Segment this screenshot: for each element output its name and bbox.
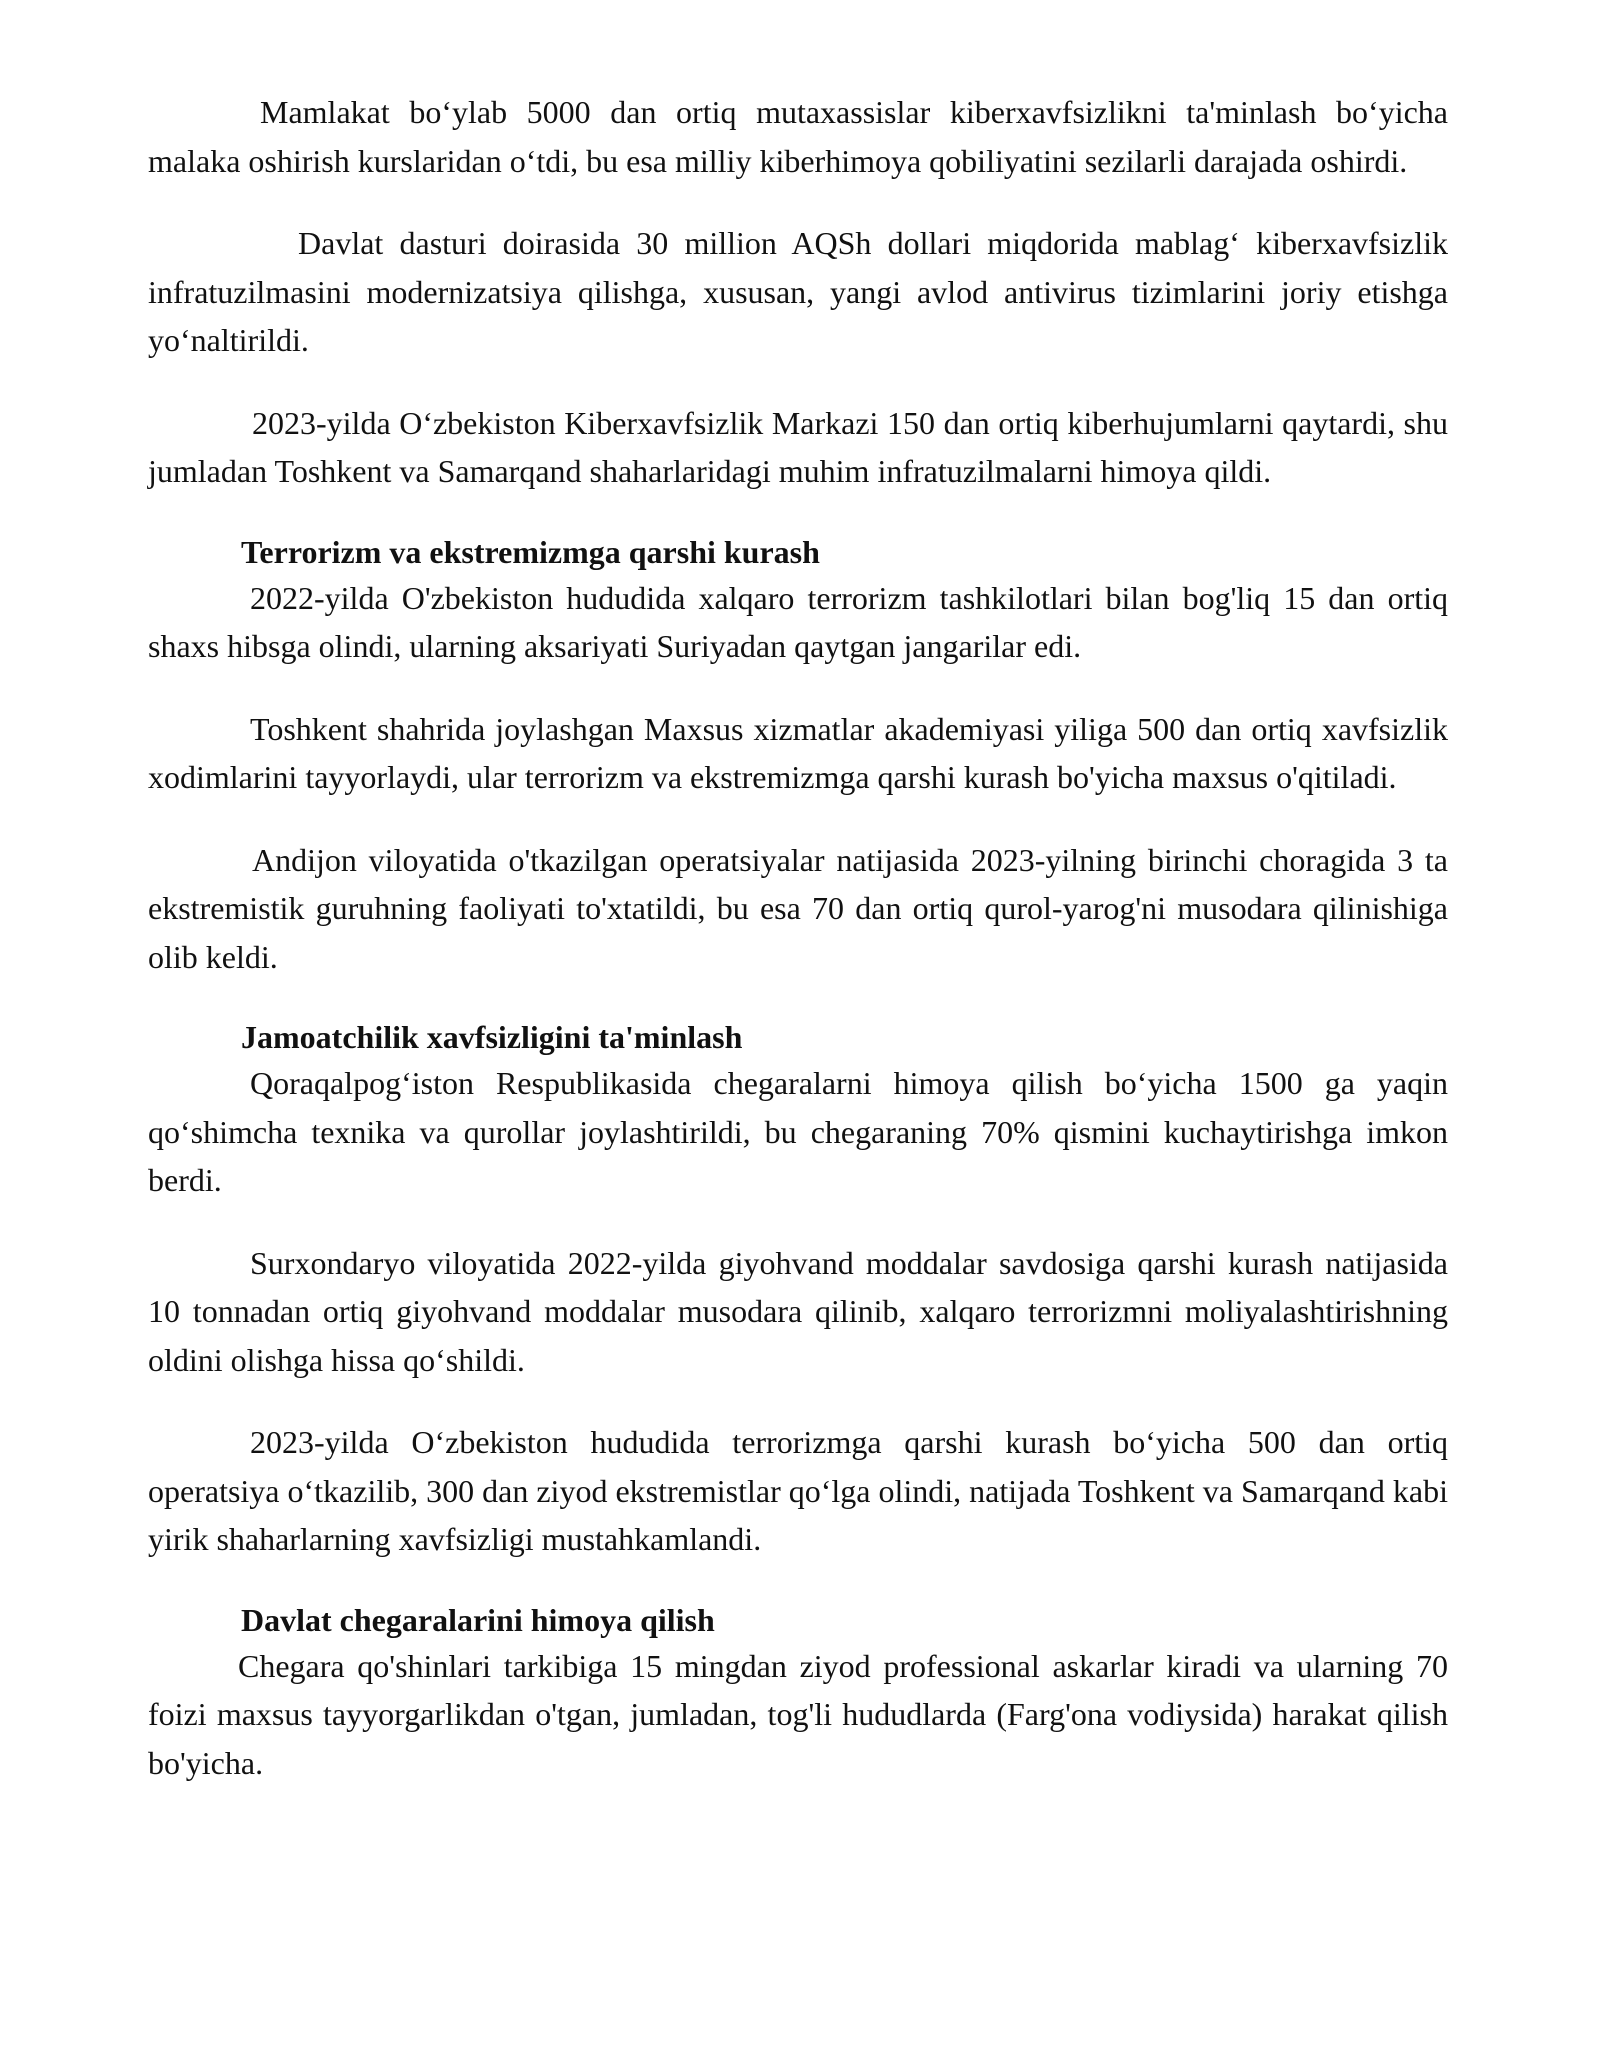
paragraph: Mamlakat bo‘ylab 5000 dan ortiq mutaxassislar kiberxavfsizlikni ta'minlash bo‘yicha malaka oshirish kurslaridan o‘tdi, bu esa milliy kiberhimoya qobiliyatini sezilarli darajada oshirdi. [148, 94, 1448, 179]
paragraph: Davlat dasturi doirasida 30 million AQSh dollari miqdorida mablag‘ kiberxavfsizlik infratuzilmasini modernizatsiya qilishga, xususan, yangi avlod antivirus tizimlarini joriy etishga yo‘naltirildi. [148, 225, 1448, 358]
paragraph: Toshkent shahrida joylashgan Maxsus xizmatlar akademiyasi yiliga 500 dan ortiq xavfsizlik xodimlarini tayyorlaydi, ular terrorizm va ekstremizmga qarshi kurash bo'yicha maxsus o'qitiladi. [148, 710, 1448, 795]
paragraph: Andijon viloyatida o'tkazilgan operatsiyalar natijasida 2023-yilning birinchi choragida 3 ta ekstremistik guruhning faoliyati to'xtatildi, bu esa 70 dan ortiq qurol-yarog'ni musodara qilinishiga olib keldi. [148, 841, 1448, 975]
section-public-safety [148, 1015, 1448, 1564]
paragraph: 2023-yilda O‘zbekiston Kiberxavfsizlik Markazi 150 dan ortiq kiberhujumlarni qaytardi, shu jumladan Toshkent va Samarqand shaharlaridagi muhim infratuzilmalarni himoya qildi. [148, 404, 1448, 489]
document-page [148, 88, 1448, 1821]
section-heading: Davlat chegaralarini himoya qilish [241, 1601, 715, 1638]
paragraph: 2022-yilda O'zbekiston hududida xalqaro terrorizm tashkilotlari bilan bog'liq 15 dan ortiq shaxs hibsga olindi, ularning aksariyati Suriyadan qaytgan jangarilar edi. [148, 579, 1448, 664]
section-heading: Jamoatchilik xavfsizligini ta'minlash [241, 1019, 743, 1055]
section-terrorism [148, 530, 1448, 982]
paragraph: Surxondaryo viloyatida 2022-yilda giyohvand moddalar savdosiga qarshi kurash natijasida 10 tonnadan ortiq giyohvand moddalar musodara qilinib, xalqaro terrorizmni moliyalashtirishning oldini olishga hissa qo‘shildi. [148, 1244, 1448, 1378]
section-heading: Terrorizm va ekstremizmga qarshi kurash [241, 533, 820, 570]
paragraph: 2023-yilda O‘zbekiston hududida terrorizmga qarshi kurash bo‘yicha 500 dan ortiq operatsiya o‘tkazilib, 300 dan ziyod ekstremistlar qo‘lga olindi, natijada Toshkent va Samarqand kabi yirik shaharlarning xavfsizligi mustahkamlandi. [148, 1424, 1448, 1557]
paragraph: Qoraqalpog‘iston Respublikasida chegaralarni himoya qilish bo‘yicha 1500 ga yaqin qo‘shimcha texnika va qurollar joylashtirildi, bu chegaraning 70% qismini kuchaytirishga imkon berdi. [148, 1065, 1448, 1198]
section-border-protection [148, 1598, 1448, 1788]
paragraph: Chegara qo'shinlari tarkibiga 15 mingdan ziyod professional askarlar kiradi va ularning 70 foizi maxsus tayyorgarlikdan o'tgan, jumladan, tog'li hududlarda (Farg'ona vodiysida) harakat qilish bo'yicha. [148, 1647, 1448, 1781]
